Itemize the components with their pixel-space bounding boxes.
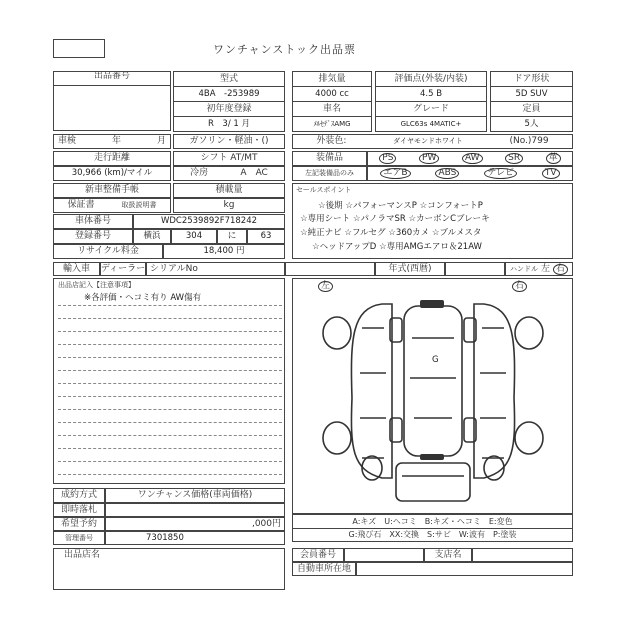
exterior-cell [292,134,573,149]
inspection-year: 年 [111,136,121,146]
reg-label: 登録番号 [53,229,133,244]
notes-line: ※各評価・ヘコミ有り AW傷有 [84,293,202,303]
ac-cell [173,166,285,181]
capacity-label: 定員 [490,101,573,117]
notes-heading: 出品店記入【注意事項】 [58,281,135,289]
serial-label: シリアルNo [146,262,285,276]
right-mark: 右 [512,281,527,292]
vin-value: WDC2539892F718242 [133,214,285,229]
grade-label: グレード [375,101,487,117]
sales-point-line: ☆純正ナビ ☆フルセグ ☆360カメ ☆ブルメスタ [300,228,482,238]
page-title: ワンチャンストック出品票 [213,43,357,56]
note-rule [58,344,282,345]
note-rule [58,370,282,371]
note-rule [58,474,282,475]
inspection-label: 車検 [58,136,77,146]
inspection-cell [53,134,171,149]
car-name-label: 車名 [292,101,372,117]
car-diagram [292,278,573,514]
equipment-item: SR [505,153,523,164]
exterior-label: 外装色: [316,136,347,146]
owner-label: 自動車所在地 [292,562,356,576]
damage-mark: G [432,355,439,365]
ac-value: A AC [240,168,268,178]
reg-kana: に [217,229,247,244]
condition-label: 左記装備品のみ [292,166,367,181]
recycle-label: リサイクル料金 [53,244,163,259]
deadline-label: 即時落札 [53,503,105,517]
member-value [344,548,424,562]
sale-label: 成約方式 [53,488,105,503]
store-label: 出品店名 [64,550,101,560]
import-blank [285,262,375,276]
import-label: 輸入車 [53,262,100,276]
note-rule [58,357,282,358]
note-rule [58,461,282,462]
year-label: 年式(西暦) [375,262,445,276]
reg-place: 横浜 [133,229,171,244]
capacity2-label: 積載量 [173,183,285,198]
grade-value: GLC63s 4MATIC+ [375,116,487,132]
condition-list [367,166,573,181]
condition-item: ABS [435,168,459,179]
inspection-month: 月 [156,136,166,146]
legend-line2: G:飛び石 XX:交換 S:サビ W:波有 P:塗装 [292,528,573,542]
branch-value [472,548,573,562]
model-label: 型式 [173,71,285,87]
year-value [445,262,505,276]
sale-value: ワンチャンス価格(車両価格) [105,488,285,503]
ac-label: 冷房 [190,168,209,178]
note-rule [58,305,282,306]
dealer-label: ディーラー [100,262,146,276]
left-mark: 左 [318,281,333,292]
note-rule [58,383,282,384]
displacement-label: 排気量 [292,71,372,87]
branch-label: 支店名 [424,548,472,562]
mgmt-value: 7301850 [105,531,285,545]
warranty-label: 保証書 [67,200,95,210]
warranty-value: 取扱説明書 [121,201,157,209]
color-no: (No.)799 [509,136,549,146]
equipment-label: 装備品 [292,151,367,166]
mileage-label: 走行距離 [53,151,171,166]
equipment-item: 革 [546,153,561,164]
notes-box [53,278,285,484]
first-reg-label: 初年度登録 [173,101,285,117]
note-rule [58,318,282,319]
exterior-value: ダイヤモンドホワイト [393,137,463,145]
equipment-item: AW [462,153,483,164]
lot-label: 出品番号 [53,71,171,86]
member-label: 会員番号 [292,548,344,562]
shift-label: シフト AT/MT [173,151,285,166]
note-rule [58,435,282,436]
handle-right: 右 [553,264,568,275]
door-label: ドア形状 [490,71,573,87]
note-rule [58,422,282,423]
sales-point-line: ☆後期 ☆パフォーマンスP ☆コンフォートP [318,201,483,211]
capacity-value: 5人 [490,116,573,132]
door-value: 5D SUV [490,86,573,102]
note-rule [58,396,282,397]
note-rule [58,448,282,449]
mileage-value: 30,966 (km)/マイル [53,166,171,181]
size-label: 評価点(外装/内装) [375,71,487,87]
condition-item: TV [542,168,560,179]
handle-label: ハンドル [509,264,538,273]
record-label: 新車整備手帳 [53,183,171,198]
equipment-item: PS [379,153,396,164]
displacement-value: 4000 cc [292,86,372,102]
legend-line1: A:キズ U:ヘコミ B:キズ・ヘコミ E:変色 [292,514,573,528]
equipment-item: PW [419,153,439,164]
sales-point-line: ☆専用シート ☆パノラマSR ☆カーボンCブレーキ [300,214,490,224]
capacity2-value: kg [173,198,285,213]
equipment-list [367,151,573,166]
first-reg-value: R 3/ 1 月 [173,116,285,132]
deadline-value [105,503,285,517]
sales-point-line: ☆ヘッドアップD ☆専用AMGエアロ＆21AW [312,242,482,252]
owner-value [356,562,573,576]
size-value: 4.5 B [375,86,487,102]
lot-box [53,71,171,131]
car-name-value: ﾒﾙｾﾃﾞｽAMG [292,116,372,132]
reg-no: 63 [247,229,285,244]
recycle-value: 18,400 円 [163,244,285,259]
reg-num: 304 [171,229,217,244]
note-rule [58,409,282,410]
fuel-label: ガソリン・軽油・() [173,134,285,149]
vin-label: 車体番号 [53,214,133,229]
condition-item: エアB [380,168,410,179]
mgmt-label: 管理番号 [53,531,105,545]
price-value: ,000円 [105,517,285,531]
note-rule [58,331,282,332]
stamp-box [53,39,105,58]
condition-item: テレビ [484,168,517,179]
price-label: 希望予約 [53,517,105,531]
sales-points-label: セールスポイント [296,186,352,194]
model-value: 4BA -253989 [173,86,285,102]
warranty-cell [53,198,171,213]
handle-cell [505,262,573,276]
handle-left: 左 [540,263,550,274]
